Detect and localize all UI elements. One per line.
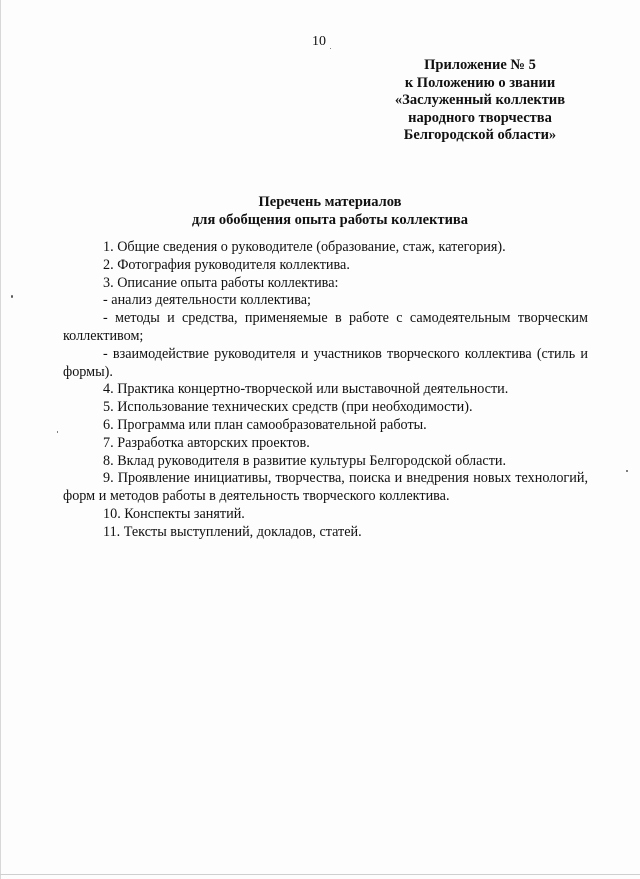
appendix-line: народного творчества bbox=[408, 109, 552, 126]
appendix-header bbox=[340, 57, 620, 145]
appendix-line: к Положению о звании bbox=[404, 74, 556, 91]
document-title bbox=[90, 194, 570, 229]
appendix-line: Белгородской области» bbox=[403, 127, 557, 143]
list-item: 2. Фотография руководителя коллектива. bbox=[103, 256, 350, 273]
scan-speck bbox=[626, 470, 628, 472]
list-item: - взаимодействие руководителя и участников творческого коллектива (стиль и формы). bbox=[63, 345, 588, 380]
appendix-line: Приложение № 5 bbox=[424, 57, 536, 73]
title-line: для обобщения опыта работы коллектива bbox=[191, 211, 469, 228]
list-item: 3. Описание опыта работы коллектива: bbox=[103, 274, 339, 291]
list-item: - анализ деятельности коллектива; bbox=[103, 292, 311, 309]
page-number: 10 bbox=[312, 34, 326, 49]
materials-list bbox=[63, 239, 588, 542]
scan-edge bbox=[0, 0, 1, 879]
list-item: 7. Разработка авторских проектов. bbox=[103, 434, 310, 451]
list-item: - методы и средства, применяемые в работе с самодеятельным творческим коллективом; bbox=[63, 310, 588, 344]
list-item: 11. Тексты выступлений, докладов, статей. bbox=[103, 523, 362, 540]
list-item: 4. Практика концертно-творческой или выставочной деятельности. bbox=[103, 381, 509, 398]
scan-edge bbox=[0, 874, 640, 875]
list-item: 1. Общие сведения о руководителе (образование, стаж, категория). bbox=[103, 239, 506, 255]
list-item: 5. Использование технических средств (при необходимости). bbox=[103, 399, 473, 416]
list-item: 8. Вклад руководителя в развитие культуры Белгородской области. bbox=[103, 452, 507, 469]
appendix-line: «Заслуженный коллектив bbox=[394, 92, 566, 108]
title-line: Перечень материалов bbox=[258, 194, 402, 210]
list-item: 9. Проявление инициативы, творчества, поиска и внедрения новых технологий, форм и методов работы в деятельность творческого коллектива. bbox=[63, 470, 588, 505]
list-item: 10. Конспекты занятий. bbox=[103, 505, 245, 522]
scan-speck bbox=[11, 295, 13, 298]
list-item: 6. Программа или план самообразовательной работы. bbox=[103, 416, 427, 433]
scan-speck bbox=[330, 48, 331, 49]
scan-speck bbox=[57, 431, 58, 433]
